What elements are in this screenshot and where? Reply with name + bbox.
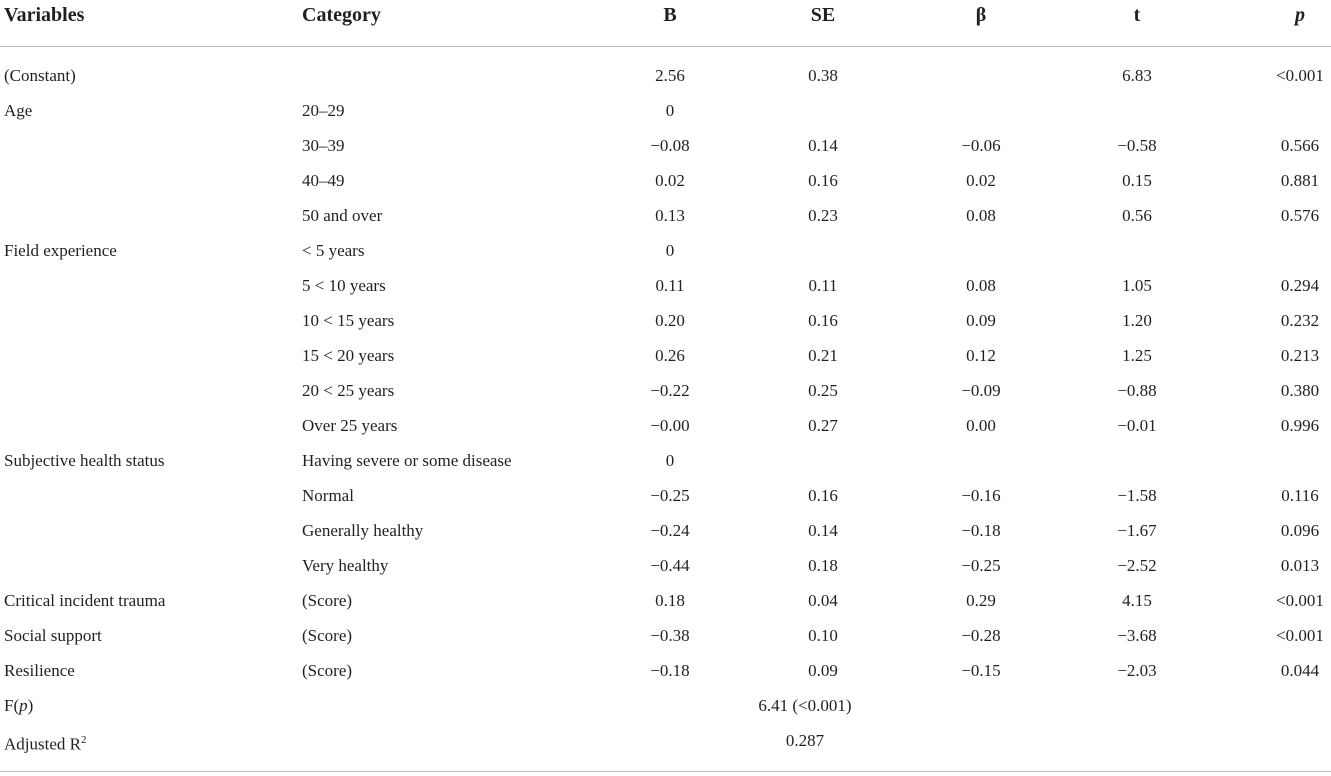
se-value: 0.25 [808,381,838,400]
beta-value: −0.16 [961,486,1001,505]
t-value: −0.88 [1117,381,1157,400]
se-value: 0.10 [808,626,838,645]
se-value: 0.38 [808,66,838,85]
category: Over 25 years [302,416,398,435]
header-se: SE [810,4,836,26]
se-value: 0.16 [808,311,838,330]
p-value: 0.380 [1280,381,1320,400]
header-b: B [663,4,677,26]
p-value: 0.213 [1280,346,1320,365]
header-category: Category [302,4,381,26]
beta-value: 0.08 [966,206,996,225]
header-variables: Variables [4,4,85,26]
category: Generally healthy [302,521,424,540]
table-header [0,0,1331,32]
t-value: −0.01 [1117,416,1157,435]
variable: (Constant) [4,66,76,85]
p-value: 0.996 [1280,416,1320,435]
se-value: 0.04 [808,591,838,610]
header-rule [0,46,1331,47]
t-value: −1.67 [1117,521,1157,540]
table-row [0,128,1331,163]
category: 5 < 10 years [302,276,386,295]
beta-value: 0.08 [966,276,996,295]
se-value: 0.14 [808,136,838,155]
b-value: 0.11 [655,276,685,295]
category: 40–49 [302,171,345,190]
t-value: 0.56 [1122,206,1152,225]
table-row [0,268,1331,303]
se-value: 0.16 [808,171,838,190]
beta-value: −0.28 [961,626,1001,645]
f-label: F(p) [4,696,34,715]
beta-value: 0.09 [966,311,996,330]
f-value: 6.41 (<0.001) [758,696,852,715]
p-value: 0.566 [1280,136,1320,155]
b-value: 0.26 [655,346,685,365]
category: 30–39 [302,136,345,155]
p-value: <0.001 [1276,591,1324,610]
table-row [0,443,1331,478]
table-row-r2 [0,723,1331,758]
table-row [0,93,1331,128]
table-row [0,548,1331,583]
b-value: −0.22 [650,381,690,400]
bottom-rule [0,771,1331,772]
beta-value: −0.18 [961,521,1001,540]
variable: Subjective health status [4,451,165,470]
header-t: t [1133,4,1141,26]
category: 15 < 20 years [302,346,395,365]
p-value: 0.096 [1280,521,1320,540]
variable: Critical incident trauma [4,591,166,610]
b-value: −0.08 [650,136,690,155]
p-value: 0.232 [1280,311,1320,330]
se-value: 0.09 [808,661,838,680]
category: (Score) [302,661,353,680]
table-row [0,618,1331,653]
category: 50 and over [302,206,383,225]
category: 10 < 15 years [302,311,395,330]
category: Having severe or some disease [302,451,512,470]
se-value: 0.21 [808,346,838,365]
category: Normal [302,486,354,505]
t-value: −2.03 [1117,661,1157,680]
b-value: 0.18 [655,591,685,610]
b-value: 0 [665,241,675,260]
category: < 5 years [302,241,365,260]
se-value: 0.16 [808,486,838,505]
b-value: −0.00 [650,416,690,435]
b-value: 0 [665,101,675,120]
t-value: −2.52 [1117,556,1157,575]
b-value: 0.02 [655,171,685,190]
variable: Age [4,101,33,120]
table-row [0,303,1331,338]
b-value: −0.38 [650,626,690,645]
b-value: −0.44 [650,556,690,575]
table-row-f [0,688,1331,723]
se-value: 0.27 [808,416,838,435]
table-row [0,513,1331,548]
variable: Field experience [4,241,117,260]
table-row [0,373,1331,408]
adjusted-r2-label: Adjusted $R^2$ [4,734,87,754]
table-row [0,198,1331,233]
table-row [0,58,1331,93]
b-value: 0.13 [655,206,685,225]
b-value: −0.18 [650,661,690,680]
category: (Score) [302,591,353,610]
t-value: −0.58 [1117,136,1157,155]
p-value: 0.044 [1280,661,1320,680]
table-row [0,478,1331,513]
b-value: −0.25 [650,486,690,505]
t-value: −1.58 [1117,486,1157,505]
header-beta: β [975,4,987,26]
category: 20 < 25 years [302,381,395,400]
table-row [0,338,1331,373]
table-row [0,583,1331,618]
category: 20–29 [302,101,345,120]
variable: Resilience [4,661,75,680]
se-value: 0.23 [808,206,838,225]
t-value: 0.15 [1122,171,1152,190]
p-value: 0.294 [1280,276,1320,295]
t-value: 1.20 [1122,311,1152,330]
se-value: 0.14 [808,521,838,540]
beta-value: −0.09 [961,381,1001,400]
table-row [0,408,1331,443]
t-value: 4.15 [1122,591,1152,610]
p-value: <0.001 [1276,66,1324,85]
beta-value: −0.06 [961,136,1001,155]
table-row [0,163,1331,198]
p-value: 0.116 [1281,486,1319,505]
adjusted-r2-value: 0.287 [785,731,825,750]
p-value: <0.001 [1276,626,1324,645]
b-value: 0.20 [655,311,685,330]
beta-value: 0.00 [966,416,996,435]
t-value: 1.25 [1122,346,1152,365]
se-value: 0.11 [808,276,838,295]
beta-value: 0.29 [966,591,996,610]
t-value: 6.83 [1122,66,1152,85]
variable: Social support [4,626,102,645]
se-value: 0.18 [808,556,838,575]
header-p: p [1295,4,1305,26]
table-row [0,233,1331,268]
beta-value: −0.15 [961,661,1001,680]
p-value: 0.881 [1280,171,1320,190]
b-value: 2.56 [655,66,685,85]
b-value: −0.24 [650,521,690,540]
t-value: 1.05 [1122,276,1152,295]
beta-value: 0.02 [966,171,996,190]
table-row [0,653,1331,688]
t-value: −3.68 [1117,626,1157,645]
p-value: 0.576 [1280,206,1320,225]
beta-value: 0.12 [966,346,996,365]
b-value: 0 [665,451,675,470]
p-value: 0.013 [1280,556,1320,575]
category: (Score) [302,626,353,645]
beta-value: −0.25 [961,556,1001,575]
category: Very healthy [302,556,389,575]
